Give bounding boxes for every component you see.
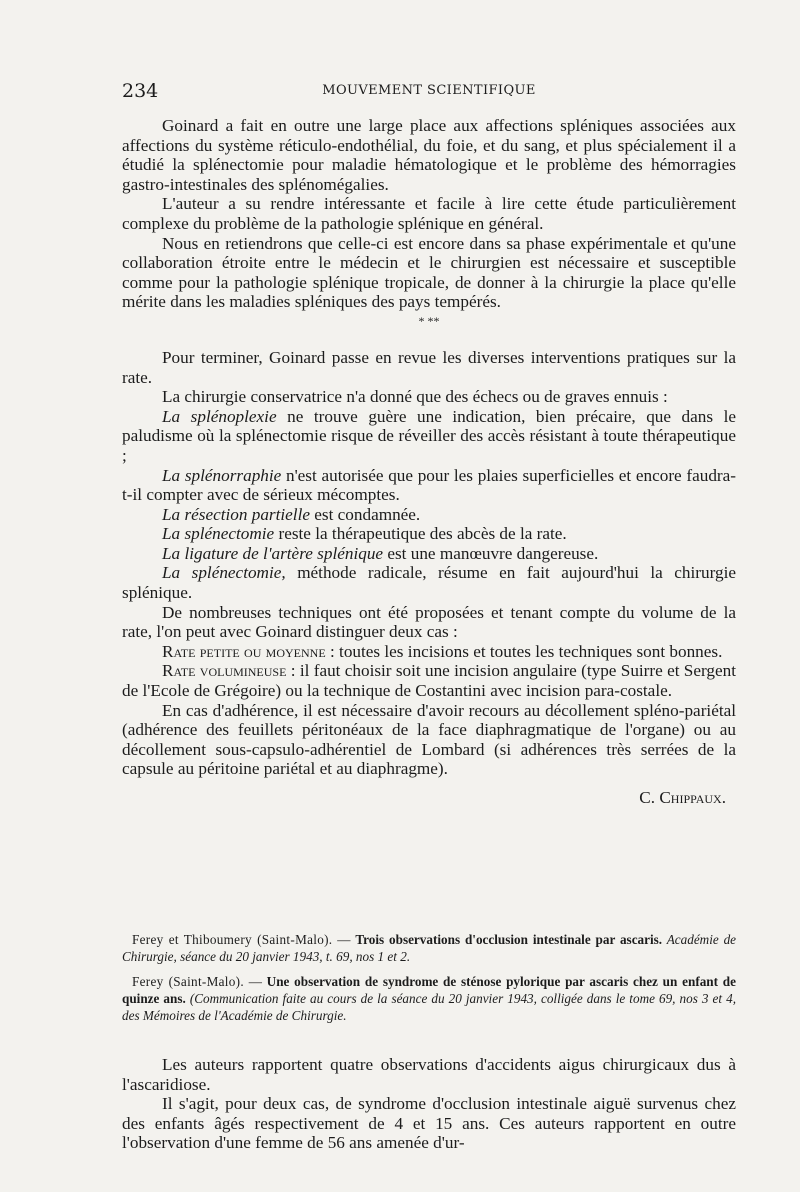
reference-source: Académie de Chirurgie, séance du 20 janvier 1943, t. 69, nos 1 et 2. [122, 932, 737, 964]
paragraph: Rate petite ou moyenne : toutes les incisions et toutes les techniques sont bonnes. [162, 641, 723, 661]
reference-authors: Ferey et Thiboumery (Saint-Malo). [132, 932, 333, 947]
paragraph: De nombreuses techniques ont été proposées et tenant compte du volume de la rate, l'on peut avec Goinard distinguer deux cas : [122, 602, 736, 642]
term: La splénoplexie [162, 406, 277, 426]
term: La splénorraphie [162, 465, 282, 485]
review-text [122, 116, 736, 808]
paragraph: La ligature de l'artère splénique est une manœuvre dangereuse. [162, 543, 599, 563]
reference: Ferey et Thiboumery (Saint-Malo). — Trois observations d'occlusion intestinale par ascaris. Académie de Chirurgie, séance du 20 janvier 1943, t. 69, nos 1 et 2. [122, 932, 737, 964]
reference-title: Trois observations d'occlusion intestinale par ascaris. [355, 932, 663, 947]
case-label: Rate petite ou moyenne : [162, 641, 335, 661]
case-label: Rate volumineuse : [162, 661, 296, 681]
bibliographic-references [122, 931, 736, 1032]
page-number: 234 [122, 80, 159, 102]
section-separator [122, 312, 736, 348]
reference: Ferey (Saint-Malo). — Une observation de syndrome de sténose pylorique par ascaris chez un enfant de quinze ans. (Communication faite au cours de la séance du 20 janvier 1943, colligée dans le tome 69, nos 3 et 4, des Mémoires de l'Académie de Chirurgie. [122, 974, 737, 1023]
running-head: MOUVEMENT SCIENTIFIQUE [322, 83, 536, 98]
term: La splénectomie, [162, 563, 286, 583]
paragraph: Goinard a fait en outre une large place aux affections spléniques associées aux affections du système réticulo-endothélial, du foie, et du sang, et plus spécialement il a étudié la splénectomie pour maladie hématologique et le problème des hémorragies gastro-intestinales des splénomégalies. [122, 116, 736, 194]
paragraph: Nous en retiendrons que celle-ci est encore dans sa phase expérimentale et qu'une collaboration étroite entre le médecin et le chirurgien est nécessaire et susceptible comme pour la pathologie splénique tropicale, de donner à la chirurgie la place qu'elle mérite dans les maladies spléniques des pays tempérés. [122, 233, 736, 312]
paragraph: Il s'agit, pour deux cas, de syndrome d'occlusion intestinale aiguë survenus chez des enfants âgés respectivement de 4 et 15 ans. Ces auteurs rapportent en outre l'observation d'une femme de 56 ans amenée d'ur- [122, 1094, 736, 1153]
reference-authors: Ferey (Saint-Malo). [132, 974, 244, 989]
paragraph: L'auteur a su rendre intéressante et facile à lire cette étude particulièrement complexe du problème de la pathologie splénique en général. [122, 194, 736, 233]
author-signature: C. Chippaux. [639, 788, 726, 807]
paragraph: Rate volumineuse : il faut choisir soit une incision angulaire (type Suirre et Sergent de l'Ecole de Grégoire) ou la technique de Costantini avec incision para-costale. [122, 661, 736, 701]
paragraph: En cas d'adhérence, il est nécessaire d'avoir recours au décollement spléno-pariétal (adhérence des feuillets péritonéaux de la face diaphragmatique de l'organe) ou au décollement sous-capsulo-adhérentiel de Lombard (si adhérences très serrées de la capsule au péritoine pariétal et au diaphragme). [122, 700, 736, 779]
paragraph: Pour terminer, Goinard passe en revue les diverses interventions pratiques sur la rate. [122, 347, 736, 387]
term: La résection partielle [162, 504, 310, 524]
reference-source: (Communication faite au cours de la séance du 20 janvier 1943, colligée dans le tome 69, nos 3 et 4, des Mémoires de l'Académie de Chirurgie. [122, 991, 737, 1023]
term: La splénectomie [162, 524, 275, 544]
review-text-continued [122, 1055, 736, 1153]
paragraph: La splénectomie, méthode radicale, résume en fait aujourd'hui la chirurgie splénique. [122, 563, 736, 603]
paragraph: La splénorraphie n'est autorisée que pour les plaies superficielles et encore faudra-t-il compter avec de sérieux mécomptes. [122, 465, 736, 505]
paragraph: La splénectomie reste la thérapeutique des abcès de la rate. [162, 524, 567, 544]
paragraph: La splénoplexie ne trouve guère une indication, bien précaire, que dans le paludisme où la splénectomie risque de réveiller des accès résistant à toute thérapeutique ; [122, 406, 736, 465]
term: La ligature de l'artère splénique [162, 543, 384, 563]
paragraph: La chirurgie conservatrice n'a donné que des échecs ou de graves ennuis : [162, 387, 668, 407]
asterism: * ** [418, 313, 440, 328]
paragraph: Les auteurs rapportent quatre observations d'accidents aigus chirurgicaux dus à l'ascaridiose. [122, 1055, 736, 1094]
page-header [122, 80, 736, 102]
reference-title: Une observation de syndrome de sténose pylorique par ascaris chez un enfant de quinze ans. [122, 974, 736, 1006]
paragraph: La résection partielle est condamnée. [162, 504, 421, 524]
